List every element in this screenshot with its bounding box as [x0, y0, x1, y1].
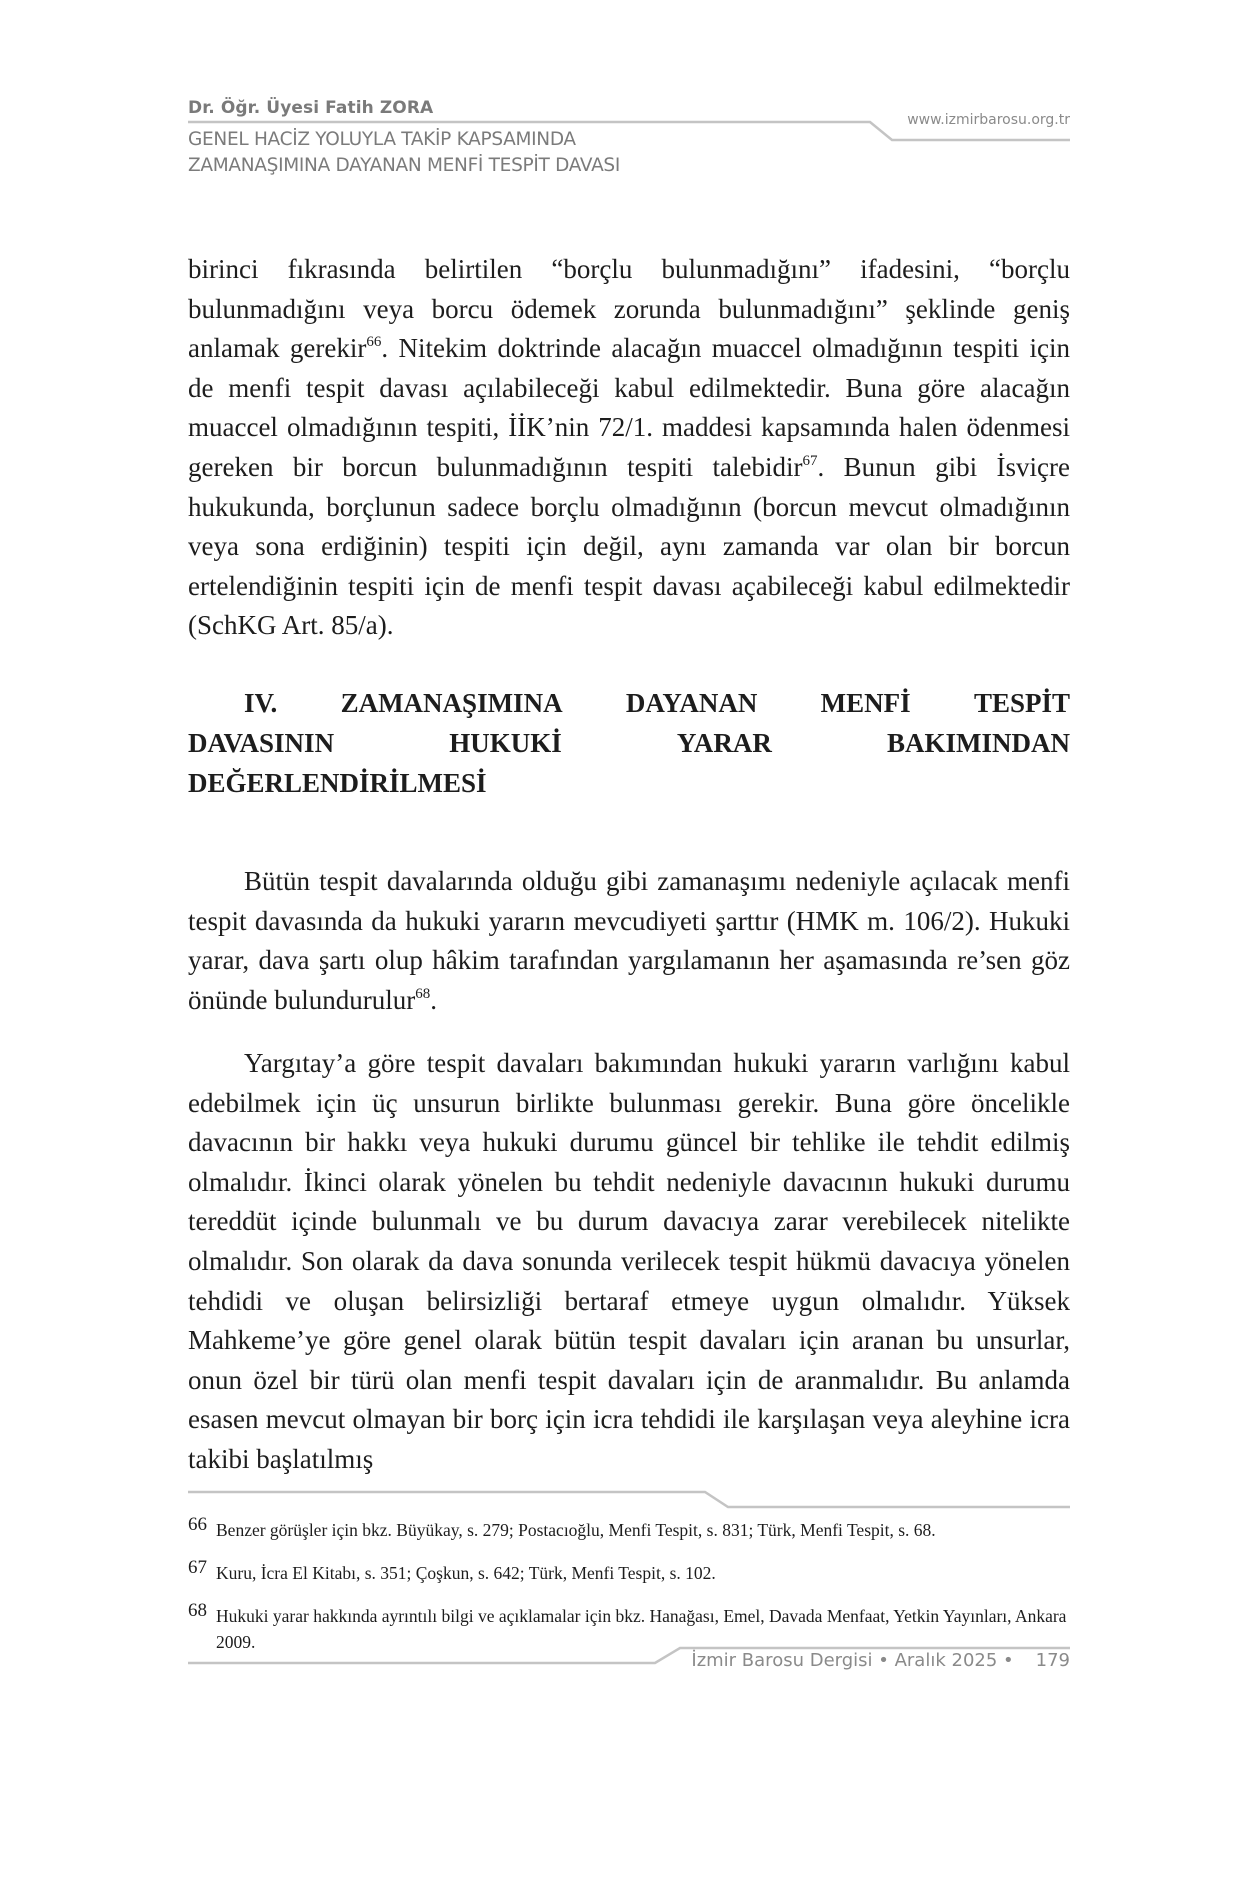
paragraph-text: birinci fıkrasında belirtilen “borçlu bulunmadığını” ifadesini, “borçlu bulunmadığını veya borcu ödemek zorunda bulunmadığını” şeklinde geniş anlamak gerekir: [188, 254, 1070, 364]
heading-word: MENFİ: [820, 688, 911, 718]
section-heading-line: [188, 683, 1070, 723]
heading-word: DEĞERLENDİRİLMESİ: [188, 768, 487, 798]
running-header-author: Dr. Öğr. Üyesi Fatih ZORA: [188, 98, 434, 118]
footnote-separator: [188, 1492, 1070, 1507]
heading-word: HUKUKİ: [449, 728, 562, 758]
journal-name: İzmir Barosu Dergisi • Aralık 2025 •: [691, 1650, 1014, 1671]
paragraph-text: . Bunun gibi İsviçre hukukunda, borçlunun sadece borçlu olmadığının (borcun mevcut olmadığının veya sona erdiğinin) tespiti için değil, aynı zamanda var olan bir borcun ertelendiğinin tespiti için de menfi tespit davası açabileceği kabul edilmektedir (SchKG Art. 85/a).: [188, 451, 1070, 641]
paragraph-text: .: [430, 984, 437, 1015]
footnote-number: 67: [188, 1557, 207, 1578]
footnote-66: [188, 1512, 1070, 1543]
section-heading: [188, 683, 1070, 803]
running-header-title-line: GENEL HACİZ YOLUYLA TAKİP KAPSAMINDA: [188, 129, 576, 150]
heading-word: ZAMANAŞIMINA: [340, 688, 563, 718]
paragraph-text: . Nitekim doktrinde alacağın muaccel olmadığının tespiti için de menfi tespit davası açılabileceği kabul edilmektedir. Buna göre alacağın muaccel olmadığının tespiti, İİK’nin 72/1. maddesi kapsamında halen ödenmesi gereken bir borcun bulunmadığının tespiti talebidir: [188, 333, 1071, 482]
footnotes: [188, 1512, 1070, 1667]
paragraph-text: Bütün tespit davalarında olduğu gibi zamanaşımı nedeniyle açılacak menfi tespit davasında da hukuki yararın mevcudiyeti şarttır (HMK m. 106/2). Hukuki yarar, dava şartı olup hâkim tarafından yargılamanın her aşamasında re’sen göz önünde bulundurulur: [188, 866, 1070, 1015]
footnote-number: 68: [188, 1600, 207, 1621]
section-heading-line: [188, 723, 1070, 763]
section-heading-line: [188, 763, 1070, 803]
footnote-number: 66: [188, 1514, 207, 1535]
heading-word: DAYANAN: [625, 688, 758, 718]
paragraph-3: Yargıtay’a göre tespit davaları bakımından hukuki yararın varlığını kabul edebilmek için üç unsurun birlikte bulunması gerekir. Buna göre öncelikle davacının bir hakkı veya hukuki durumu güncel bir tehlike ile tehdit edilmiş olmalıdır. İkinci olarak yönelen bu tehdit nedeniyle davacının hukuki durumu tereddüt içinde bulunmalı ve bu durum davacıya zarar verebilecek nitelikte olmalıdır. Son olarak da dava sonunda verilecek tespit hükmü davacıya yönelen tehdidi ve oluşan belirsizliği bertaraf etmeye uygun olmalıdır. Yüksek Mahkeme’ye göre genel olarak bütün tespit davaları için aranan bu unsurlar, onun özel bir türü olan menfi tespit davaları için de aranmalıdır. Bu anlamda esasen mevcut olmayan bir borç için icra tehdidi ile karşılaşan veya aleyhine icra takibi başlatılmış: [188, 1048, 1070, 1474]
paragraph-1: [188, 250, 1070, 646]
heading-word: IV.: [244, 688, 278, 718]
heading-word: TESPİT: [973, 688, 1070, 718]
page-number: 179: [1035, 1650, 1070, 1671]
heading-word: YARAR: [676, 728, 772, 758]
footnote-text: Benzer görüşler için bkz. Büyükay, s. 279; Postacıoğlu, Menfi Tespit, s. 831; Türk, Menfi Tespit, s. 68.: [216, 1520, 936, 1540]
header-url-link[interactable]: www.izmirbarosu.org.tr: [907, 112, 1070, 128]
running-footer: [691, 1650, 1070, 1671]
running-header-title-line: ZAMANAŞIMINA DAYANAN MENFİ TESPİT DAVASI: [188, 155, 621, 176]
heading-word: DAVASININ: [188, 728, 335, 758]
footnote-ref-66[interactable]: 66: [366, 334, 382, 351]
heading-word: BAKIMINDAN: [886, 728, 1070, 758]
paragraph-2: [188, 862, 1070, 1020]
footnote-67: [188, 1555, 1070, 1586]
footnote-text: Kuru, İcra El Kitabı, s. 351; Çoşkun, s. 642; Türk, Menfi Tespit, s. 102.: [216, 1563, 716, 1583]
footnote-ref-68[interactable]: 68: [415, 985, 431, 1002]
footnote-ref-67[interactable]: 67: [802, 452, 818, 469]
running-header-title: [188, 127, 620, 179]
footnote-68: [188, 1598, 1070, 1655]
footnote-text: Hukuki yarar hakkında ayrıntılı bilgi ve açıklamalar için bkz. Hanağası, Emel, Davada Menfaat, Yetkin Yayınları, Ankara 2009.: [216, 1606, 1067, 1652]
